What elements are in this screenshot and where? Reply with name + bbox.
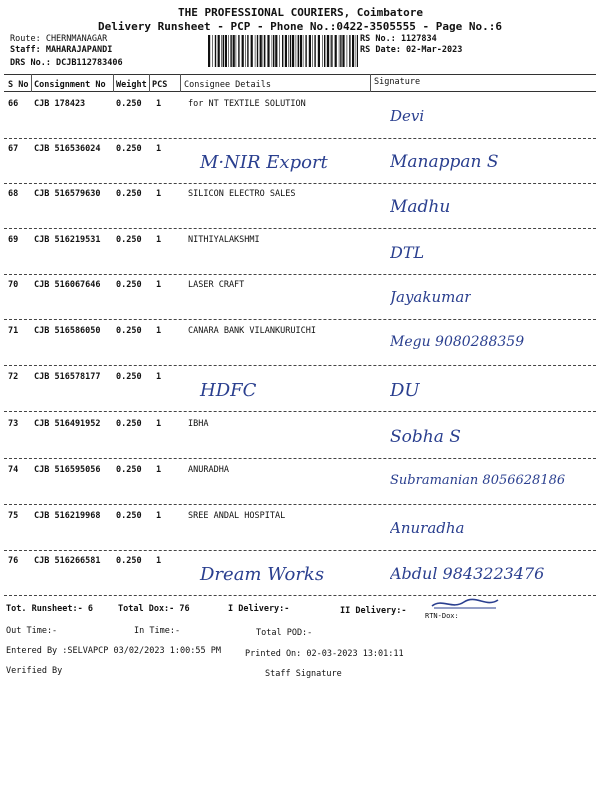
tot-runsheet: Tot. Runsheet:- 6: [6, 604, 93, 614]
row-consignee: SILICON ELECTRO SALES: [188, 189, 296, 199]
row-sno: 72: [8, 372, 19, 382]
row-consignee: IBHA: [188, 419, 209, 429]
row-weight: 0.250: [116, 280, 142, 290]
barcode: [208, 35, 358, 67]
handwritten-signature: DTL: [390, 243, 425, 262]
row-sno: 75: [8, 511, 19, 521]
row-separator: [4, 411, 596, 412]
handwritten-signature: Megu 9080288359: [390, 334, 525, 350]
handwritten-consignee: Dream Works: [200, 564, 325, 585]
drs-number: DRS No.: DCJB112783406: [10, 58, 123, 68]
row-consignee: for NT TEXTILE SOLUTION: [188, 99, 306, 109]
row-separator: [4, 138, 596, 139]
row-sno: 73: [8, 419, 19, 429]
ii-delivery: II Delivery:-: [340, 606, 407, 616]
row-pcs: 1: [156, 372, 162, 382]
row-consignment-no: CJB 516536024: [34, 144, 101, 154]
row-pcs: 1: [156, 326, 162, 336]
i-delivery: I Delivery:-: [228, 604, 290, 614]
row-consignee: SREE ANDAL HOSPITAL: [188, 511, 286, 521]
row-separator: [4, 550, 596, 551]
row-weight: 0.250: [116, 235, 142, 245]
handwritten-signature: Devi: [390, 107, 425, 125]
col-consignment: Consignment No: [34, 80, 106, 90]
total-dox: Total Dox:- 76: [118, 604, 190, 614]
row-sno: 66: [8, 99, 19, 109]
row-pcs: 1: [156, 280, 162, 290]
row-weight: 0.250: [116, 465, 142, 475]
row-consignment-no: CJB 516219968: [34, 511, 101, 521]
row-weight: 0.250: [116, 326, 142, 336]
col-consignee: Consignee Details: [184, 80, 271, 90]
handwritten-signature: Subramanian 8056628186: [390, 473, 566, 488]
out-time: Out Time:-: [6, 626, 58, 636]
col-signature: Signature: [374, 77, 421, 87]
handwritten-consignee: HDFC: [200, 380, 257, 401]
handwritten-consignee: M·NIR Export: [200, 152, 328, 173]
handwritten-signature: Abdul 9843223476: [390, 564, 545, 583]
col-sep: [370, 74, 371, 92]
col-pcs: PCS: [152, 80, 168, 90]
row-pcs: 1: [156, 556, 162, 566]
row-consignment-no: CJB 516266581: [34, 556, 101, 566]
runsheet-title: Delivery Runsheet - PCP - Phone No.:0422-3505555 - Page No.:6: [98, 20, 502, 33]
handwritten-signature: Manappan S: [390, 152, 499, 172]
row-weight: 0.250: [116, 556, 142, 566]
row-sno: 76: [8, 556, 19, 566]
row-sno: 67: [8, 144, 19, 154]
verified-by: Verified By: [6, 666, 63, 676]
rtn-scribble: [430, 596, 500, 616]
row-separator: [4, 183, 596, 184]
row-separator: [4, 319, 596, 320]
row-separator: [4, 228, 596, 229]
row-consignment-no: CJB 516595056: [34, 465, 101, 475]
entered-by: Entered By :SELVAPCP 03/02/2023 1:00:55 PM: [6, 646, 221, 656]
col-sep: [180, 74, 181, 92]
printed-on: Printed On: 02-03-2023 13:01:11: [245, 649, 404, 659]
row-pcs: 1: [156, 511, 162, 521]
row-consignee: NITHIYALAKSHMI: [188, 235, 260, 245]
total-pod: Total POD:-: [256, 628, 313, 638]
row-weight: 0.250: [116, 372, 142, 382]
row-separator: [4, 504, 596, 505]
handwritten-signature: Anuradha: [390, 519, 465, 537]
row-consignment-no: CJB 516219531: [34, 235, 101, 245]
row-sno: 68: [8, 189, 19, 199]
handwritten-signature: Sobha S: [390, 427, 461, 447]
row-separator: [4, 274, 596, 275]
row-pcs: 1: [156, 144, 162, 154]
handwritten-signature: DU: [390, 380, 420, 401]
row-consignment-no: CJB 516586050: [34, 326, 101, 336]
staff-signature: Staff Signature: [265, 669, 342, 679]
in-time: In Time:-: [134, 626, 181, 636]
rs-number: RS No.: 1127834: [360, 34, 437, 44]
header-bottom-border: [4, 91, 596, 92]
row-consignee: LASER CRAFT: [188, 280, 245, 290]
row-pcs: 1: [156, 235, 162, 245]
row-separator: [4, 365, 596, 366]
handwritten-signature: Jayakumar: [390, 288, 472, 306]
col-sno: S No: [8, 80, 29, 90]
row-weight: 0.250: [116, 419, 142, 429]
row-sno: 74: [8, 465, 19, 475]
row-separator: [4, 458, 596, 459]
row-consignment-no: CJB 516578177: [34, 372, 101, 382]
row-sno: 70: [8, 280, 19, 290]
row-consignment-no: CJB 178423: [34, 99, 86, 109]
col-sep: [31, 74, 32, 92]
table-top-border: [4, 74, 596, 75]
row-pcs: 1: [156, 189, 162, 199]
handwritten-signature: Madhu: [390, 197, 451, 217]
row-separator: [4, 595, 596, 596]
rtn-dox: RTN-Dox:: [425, 612, 459, 620]
row-weight: 0.250: [116, 144, 142, 154]
row-weight: 0.250: [116, 189, 142, 199]
row-sno: 71: [8, 326, 19, 336]
staff-label: Staff: MAHARAJAPANDI: [10, 45, 113, 55]
route-label: Route: CHERNMANAGAR: [10, 34, 108, 44]
row-consignee: ANURADHA: [188, 465, 229, 475]
row-pcs: 1: [156, 99, 162, 109]
row-sno: 69: [8, 235, 19, 245]
row-pcs: 1: [156, 465, 162, 475]
row-pcs: 1: [156, 419, 162, 429]
row-consignment-no: CJB 516067646: [34, 280, 101, 290]
row-consignment-no: CJB 516491952: [34, 419, 101, 429]
rs-date: RS Date: 02-Mar-2023: [360, 45, 463, 55]
company-title: THE PROFESSIONAL COURIERS, Coimbatore: [178, 6, 424, 19]
col-sep: [149, 74, 150, 92]
row-weight: 0.250: [116, 99, 142, 109]
col-weight: Weight: [116, 80, 147, 90]
row-consignment-no: CJB 516579630: [34, 189, 101, 199]
col-sep: [113, 74, 114, 92]
row-weight: 0.250: [116, 511, 142, 521]
row-consignee: CANARA BANK VILANKURUICHI: [188, 326, 316, 336]
